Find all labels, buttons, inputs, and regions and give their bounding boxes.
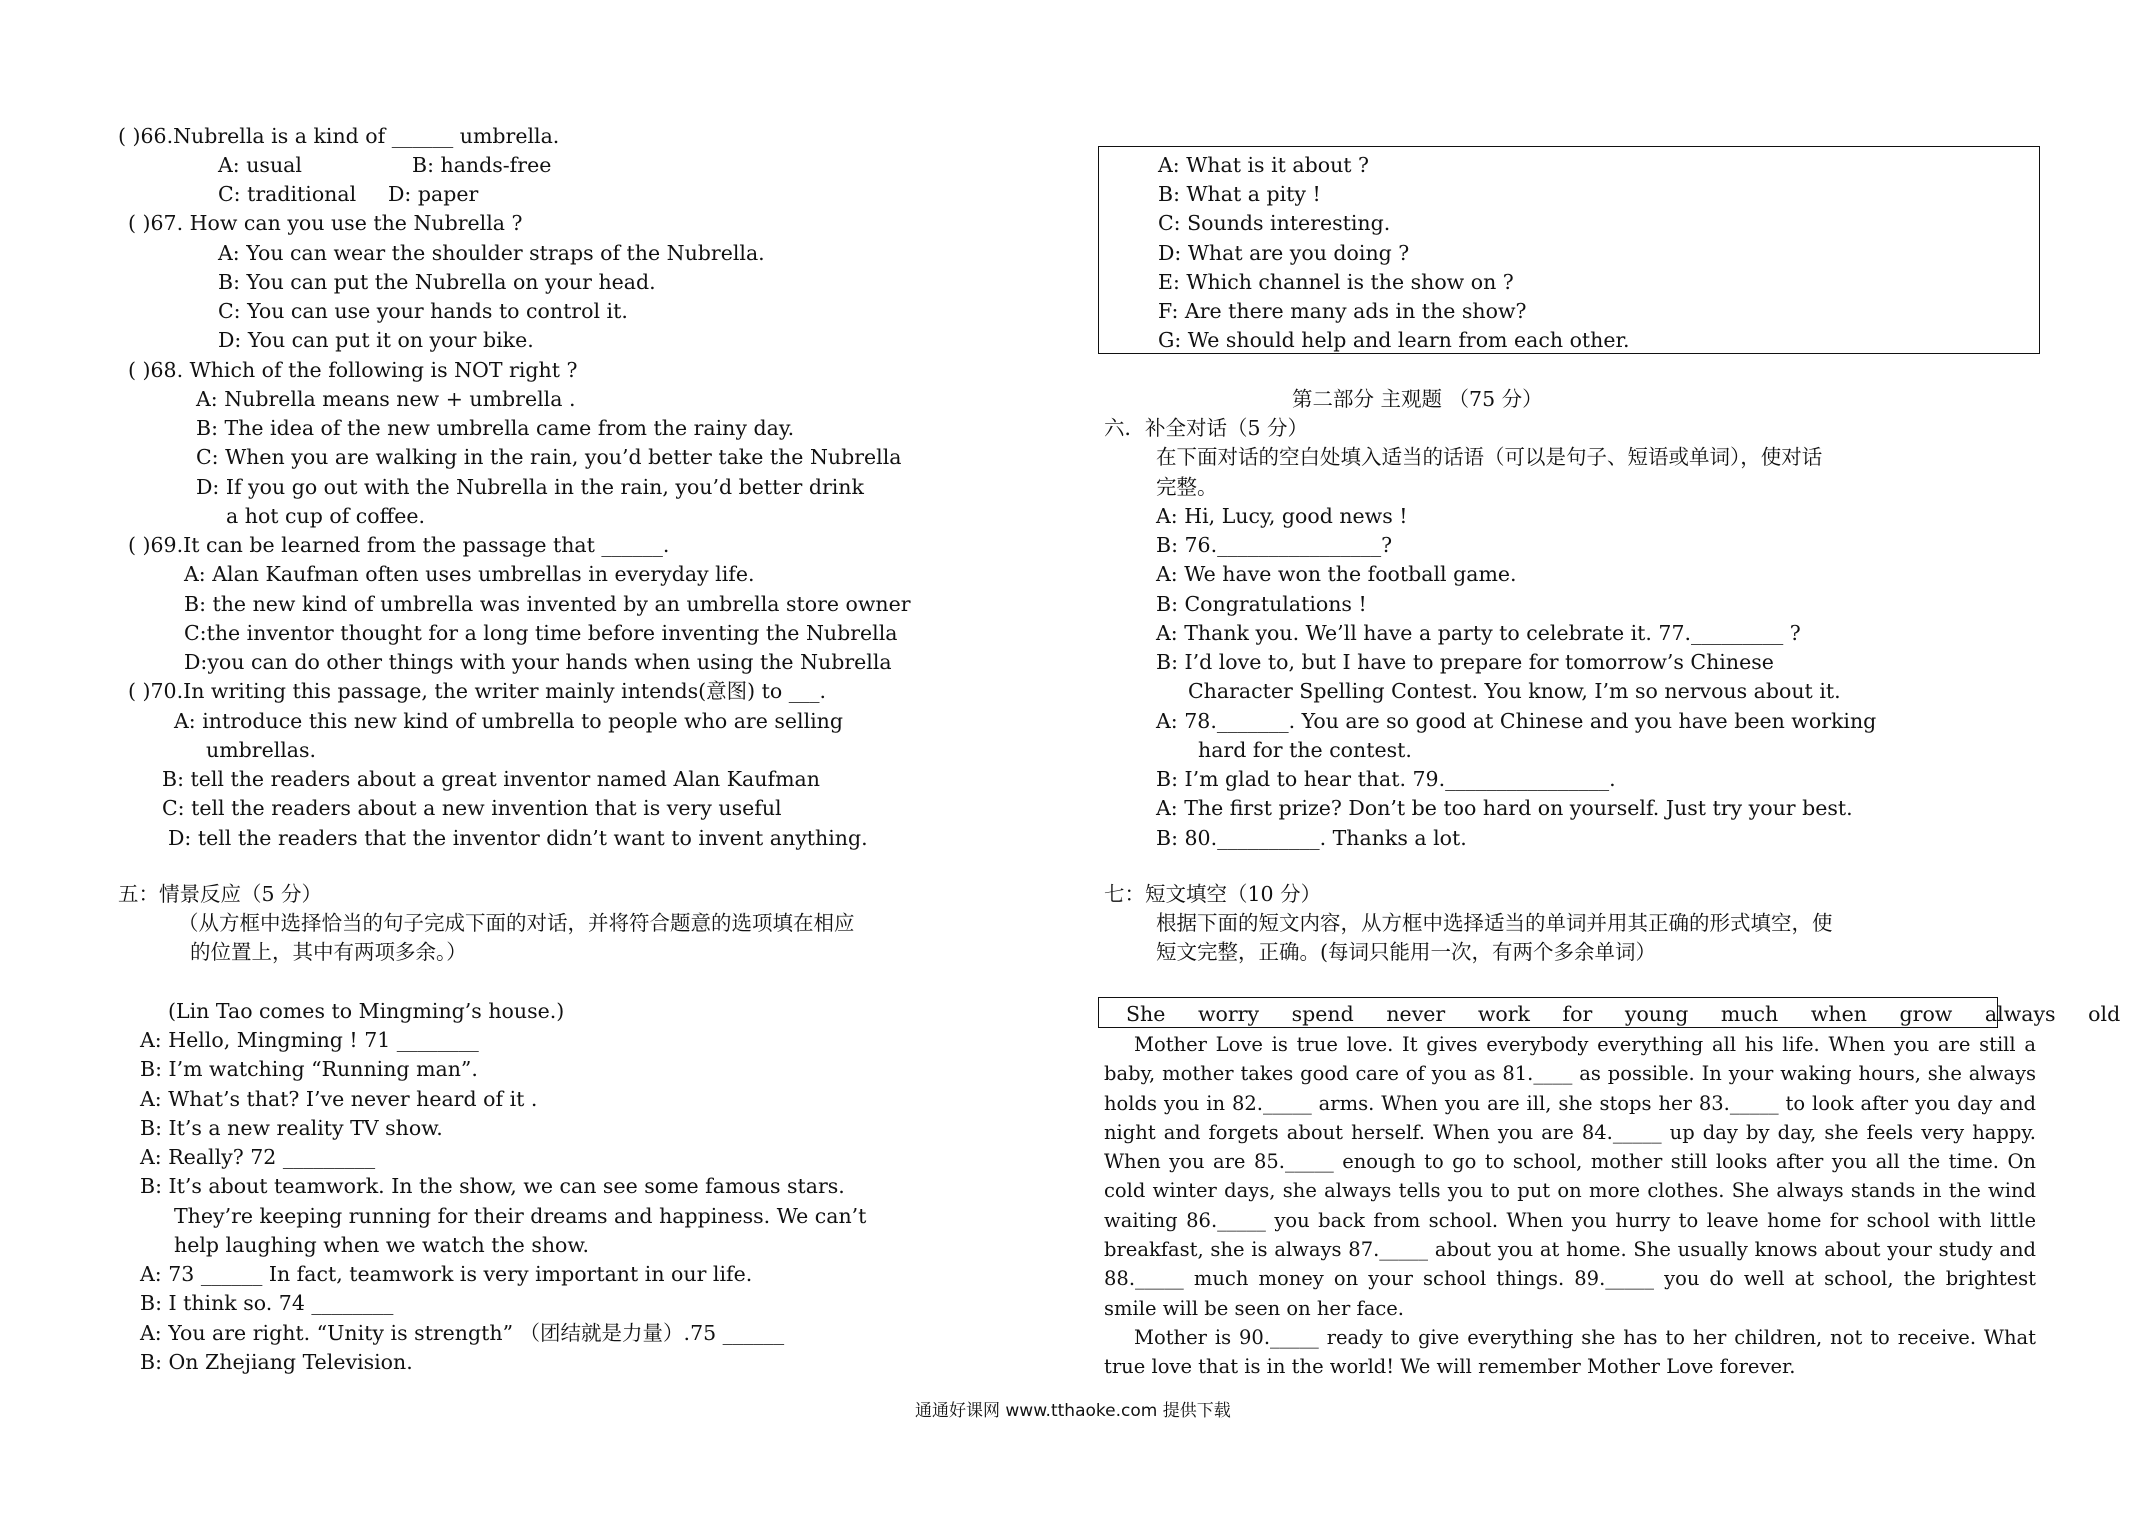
- option-b: B: What a pity !: [1158, 182, 1321, 206]
- word-bank: [1126, 1004, 2120, 1025]
- word-bank-item: work: [1477, 1002, 1530, 1026]
- dialogue-line: A: Thank you. We’ll have a party to celebrate it. 77._________ ?: [1156, 621, 1801, 645]
- q66-option-c: C: traditional: [218, 182, 357, 206]
- dialogue-line: Character Spelling Contest. You know, I’m so nervous about it.: [1188, 679, 1841, 703]
- q70-stem: ( )70.In writing this passage, the writer mainly intends(意图) to ___.: [128, 679, 827, 703]
- option-e: E: Which channel is the show on ?: [1158, 270, 1514, 294]
- dialogue-line: They’re keeping running for their dreams and happiness. We can’t: [174, 1204, 867, 1228]
- section5-instruction-2: 的位置上，其中有两项多余。）: [190, 940, 467, 964]
- q66-stem: ( )66.Nubrella is a kind of ______ umbrella.: [118, 124, 560, 148]
- q67-stem: ( )67. How can you use the Nubrella ?: [128, 211, 523, 235]
- q66-option-a: A: usual: [218, 153, 302, 177]
- section5-scene: (Lin Tao comes to Mingming’s house.): [168, 999, 565, 1023]
- dialogue-line: A: What’s that? I’ve never heard of it .: [140, 1087, 538, 1111]
- word-bank-item: young: [1624, 1002, 1689, 1026]
- dialogue-line: A: 73 ______ In fact, teamwork is very important in our life.: [140, 1262, 753, 1286]
- section6-instruction-2: 完整。: [1156, 475, 1218, 499]
- dialogue-line: B: I’d love to, but I have to prepare for tomorrow’s Chinese: [1156, 650, 1774, 674]
- q69-option-b: B: the new kind of umbrella was invented by an umbrella store owner: [184, 592, 911, 616]
- q70-option-a: A: introduce this new kind of umbrella to people who are selling: [174, 709, 844, 733]
- q68-option-c: C: When you are walking in the rain, you’d better take the Nubrella: [196, 445, 902, 469]
- dialogue-line: A: Hello, Mingming ! 71 ________: [140, 1028, 479, 1052]
- dialogue-line: B: I’m watching “Running man”.: [140, 1057, 478, 1081]
- q67-option-d: D: You can put it on your bike.: [218, 328, 534, 352]
- word-bank-item: when: [1810, 1002, 1867, 1026]
- footer-credit: 通通好课网 www.tthaoke.com 提供下载: [915, 1401, 1231, 1421]
- dialogue-line: B: I think so. 74 ________: [140, 1291, 394, 1315]
- option-a: A: What is it about ?: [1158, 153, 1370, 177]
- section7-instruction-2: 短文完整，正确。(每词只能用一次，有两个多余单词）: [1156, 940, 1656, 964]
- q69-option-a: A: Alan Kaufman often uses umbrellas in everyday life.: [184, 562, 755, 586]
- dialogue-line: B: I’m glad to hear that. 79.________________.: [1156, 767, 1616, 791]
- section6-title: 六．补全对话（5 分）: [1104, 416, 1309, 440]
- section5-title: 五：情景反应（5 分）: [118, 882, 323, 906]
- word-bank-item: worry: [1197, 1002, 1260, 1026]
- word-bank-item: She: [1126, 1002, 1166, 1026]
- q70-option-a-cont: umbrellas.: [206, 738, 317, 762]
- q68-stem: ( )68. Which of the following is NOT right ?: [128, 358, 578, 382]
- word-bank-item: grow: [1899, 1002, 1953, 1026]
- passage-paragraph-2: Mother is 90._____ ready to give everything she has to her children, not to receive. What true love that is in the world! We will remember Mother Love forever.: [1104, 1325, 2036, 1379]
- dialogue-line: A: Hi, Lucy, good news !: [1156, 504, 1408, 528]
- dialogue-line: B: It’s about teamwork. In the show, we can see some famous stars.: [140, 1174, 845, 1198]
- word-bank-item: for: [1562, 1002, 1593, 1026]
- option-c: C: Sounds interesting.: [1158, 211, 1391, 235]
- dialogue-line: B: Congratulations !: [1156, 592, 1367, 616]
- q70-option-c: C: tell the readers about a new invention that is very useful: [162, 796, 782, 820]
- dialogue-line: A: You are right. “Unity is strength” （团结就是力量）.75 ______: [140, 1321, 785, 1345]
- section7-title: 七：短文填空（10 分）: [1104, 882, 1322, 906]
- dialogue-line: A: We have won the football game.: [1156, 562, 1517, 586]
- dialogue-line: help laughing when we watch the show.: [174, 1233, 590, 1257]
- q67-option-a: A: You can wear the shoulder straps of the Nubrella.: [218, 241, 765, 265]
- q67-option-b: B: You can put the Nubrella on your head.: [218, 270, 656, 294]
- q69-option-d: D:you can do other things with your hands when using the Nubrella: [184, 650, 892, 674]
- word-bank-item: always: [1984, 1002, 2056, 1026]
- section6-instruction-1: 在下面对话的空白处填入适当的话语（可以是句子、短语或单词），使对话: [1156, 445, 1823, 469]
- dialogue-line: A: 78._______. You are so good at Chinese and you have been working: [1156, 709, 1877, 733]
- q68-option-d: D: If you go out with the Nubrella in the rain, you’d better drink: [196, 475, 864, 499]
- dialogue-line: hard for the contest.: [1198, 738, 1412, 762]
- word-bank-item: much: [1720, 1002, 1779, 1026]
- section5-instruction-1: （从方框中选择恰当的句子完成下面的对话，并将符合题意的选项填在相应: [178, 911, 855, 935]
- passage-paragraph-1: Mother Love is true love. It gives everybody everything all his life. When you are still a baby, mother takes good care of you as 81.____ as possible. In your waking hours, she always holds you in 82._____ arms. When you are ill, she stops her 83._____ to look after you day and night and forgets about herself. When you are 84._____ up day by day, she feels very happy. When you are 85._____ enough to go to school, mother still looks after you all the time. On cold winter days, she always tells you to put on more clothes. She always stands in the wind waiting 86._____ you back from school. When you hurry to leave home for school with little breakfast, she is always 87._____ about you at home. She usually knows about your study and 88._____ much money on your school things. 89._____ you do well at school, the brightest smile will be seen on her face.: [1104, 1033, 2036, 1320]
- section7-instruction-1: 根据下面的短文内容，从方框中选择适当的单词并用其正确的形式填空，使: [1156, 911, 1833, 935]
- dialogue-line: B: It’s a new reality TV show.: [140, 1116, 443, 1140]
- part2-title: 第二部分 主观题 （75 分）: [1292, 387, 1543, 411]
- q68-option-b: B: The idea of the new umbrella came from the rainy day.: [196, 416, 795, 440]
- q70-option-b: B: tell the readers about a great inventor named Alan Kaufman: [162, 767, 820, 791]
- q67-option-c: C: You can use your hands to control it.: [218, 299, 628, 323]
- word-bank-item: spend: [1291, 1002, 1354, 1026]
- q70-option-d: D: tell the readers that the inventor didn’t want to invent anything.: [168, 826, 868, 850]
- word-bank-item: old: [2088, 1002, 2121, 1026]
- q66-option-b: B: hands-free: [412, 153, 552, 177]
- option-g: G: We should help and learn from each other.: [1158, 328, 1630, 352]
- dialogue-line: A: Really? 72 _________: [140, 1145, 376, 1169]
- dialogue-line: B: On Zhejiang Television.: [140, 1350, 413, 1374]
- q69-stem: ( )69.It can be learned from the passage that ______.: [128, 533, 670, 557]
- dialogue-line: B: 80.__________. Thanks a lot.: [1156, 826, 1467, 850]
- q66-option-d: D: paper: [388, 182, 479, 206]
- option-f: F: Are there many ads in the show?: [1158, 299, 1527, 323]
- option-d: D: What are you doing ?: [1158, 241, 1410, 265]
- q69-option-c: C:the inventor thought for a long time before inventing the Nubrella: [184, 621, 898, 645]
- word-bank-item: never: [1386, 1002, 1446, 1026]
- q68-option-a: A: Nubrella means new + umbrella .: [196, 387, 576, 411]
- dialogue-line: A: The first prize? Don’t be too hard on yourself. Just try your best.: [1156, 796, 1853, 820]
- q68-option-d-cont: a hot cup of coffee.: [226, 504, 425, 528]
- dialogue-line: B: 76.________________?: [1156, 533, 1393, 557]
- passage: [1104, 1030, 2036, 1382]
